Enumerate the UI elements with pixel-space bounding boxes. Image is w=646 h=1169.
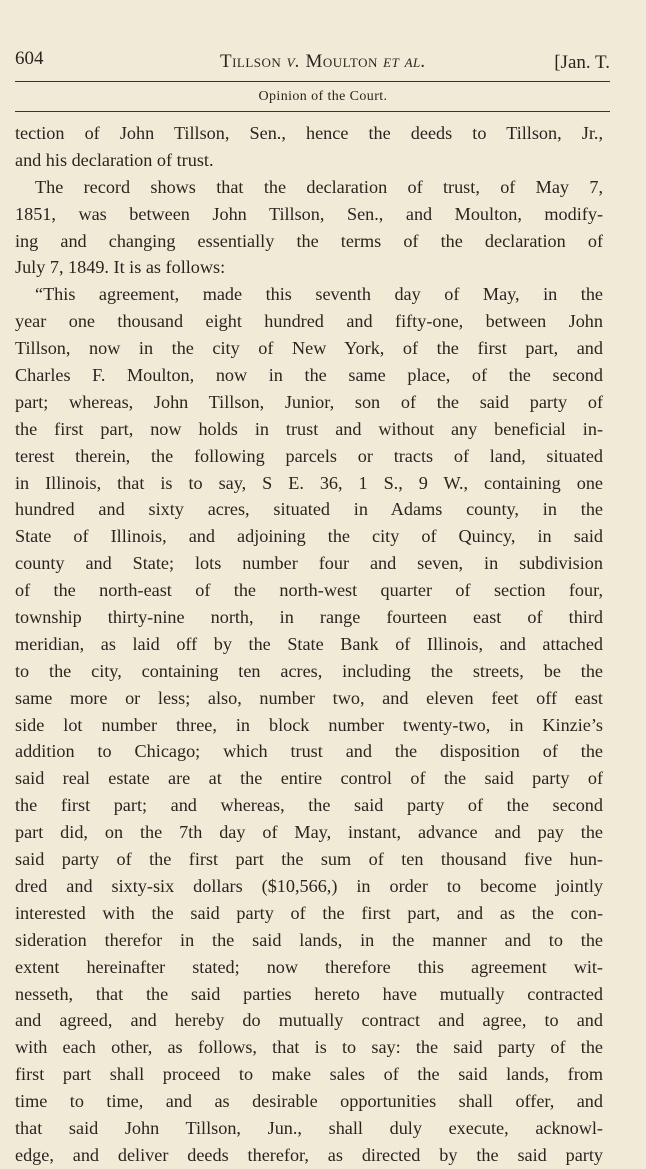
text-line: nesseth, that the said parties hereto have mutually contracted: [15, 983, 603, 1004]
text-line: interested with the said party of the first part, and as the con-: [15, 902, 603, 923]
text-line: Tillson, now in the city of New York, of the first part, and: [15, 338, 603, 359]
text-line: side lot number three, in block number twenty-two, in Kinzie’s: [15, 714, 603, 735]
text-line: that said John Tillson, Jun., shall duly execute, acknowl-: [15, 1117, 603, 1138]
text-line: hundred and sixty acres, situated in Adams county, in the: [15, 499, 603, 520]
text-line: and agreed, and hereby do mutually contract and agree, to and: [15, 1010, 603, 1031]
text-line: county and State; lots number four and seven, in subdivision: [15, 553, 603, 574]
text-line: year one thousand eight hundred and fifty-one, between John: [15, 311, 603, 332]
text-line: Charles F. Moulton, now in the same place, of the second: [15, 365, 603, 386]
text-line: extent hereinafter stated; now therefore this agreement wit-: [15, 956, 603, 977]
text-line: The record shows that the declaration of trust, of May 7,: [35, 176, 603, 197]
header-rule: [15, 81, 610, 82]
text-line: addition to Chicago; which trust and the disposition of the: [15, 741, 603, 762]
term-label: [Jan. T.: [554, 52, 610, 73]
running-title: Tillson v. Moulton et al.: [219, 51, 427, 72]
text-line: same more or less; also, number two, and eleven feet off east: [15, 687, 603, 708]
text-line: time to time, and as desirable opportunities shall offer, and: [15, 1091, 603, 1112]
section-rule: [15, 111, 610, 112]
section-title: Opinion of the Court.: [258, 89, 388, 104]
text-line: first part shall proceed to make sales of the said lands, from: [15, 1064, 603, 1085]
text-line: to the city, containing ten acres, including the streets, be the: [15, 660, 603, 681]
text-line: tection of John Tillson, Sen., hence the deeds to Tillson, Jr.,: [15, 123, 603, 143]
text-line: the first part; and whereas, the said party of the second: [15, 795, 603, 816]
text-line: with each other, as follows, that is to say: the said party of the: [15, 1037, 603, 1058]
body-text: [15, 120, 603, 1169]
text-line: meridian, as laid off by the State Bank of Illinois, and attached: [15, 633, 603, 654]
text-line: of the north-east of the north-west quarter of section four,: [15, 580, 603, 601]
text-line: ing and changing essentially the terms of the declaration of: [15, 230, 603, 251]
text-line: the first part, now holds in trust and without any beneficial in-: [15, 418, 603, 439]
text-line: 1851, was between John Tillson, Sen., and Moulton, modify-: [15, 203, 603, 224]
text-line: part did, on the 7th day of May, instant, advance and pay the: [15, 822, 603, 843]
text-line: sideration therefor in the said lands, in the manner and to the: [15, 929, 603, 950]
page-header: [0, 48, 646, 80]
text-line: part; whereas, John Tillson, Junior, son of the said party of: [15, 391, 603, 412]
text-line: State of Illinois, and adjoining the city of Quincy, in said: [15, 526, 603, 547]
text-line: said party of the first part the sum of ten thousand five hun-: [15, 849, 603, 870]
text-line: July 7, 1849. It is as follows:: [15, 257, 226, 278]
text-line: said real estate are at the entire control of the said party of: [15, 768, 603, 789]
text-line: township thirty-nine north, in range fourteen east of third: [15, 607, 603, 628]
text-line: terest therein, the following parcels or tracts of land, situated: [15, 445, 603, 466]
text-line: dred and sixty-six dollars ($10,566,) in order to become jointly: [15, 875, 603, 896]
text-line: “This agreement, made this seventh day of May, in the: [35, 284, 603, 305]
text-line: and his declaration of trust.: [15, 149, 214, 170]
text-line: edge, and deliver deeds therefor, as directed by the said party: [15, 1144, 603, 1165]
text-line: in Illinois, that is to say, S E. 36, 1 S., 9 W., containing one: [15, 472, 603, 493]
page-number: 604: [15, 48, 44, 69]
